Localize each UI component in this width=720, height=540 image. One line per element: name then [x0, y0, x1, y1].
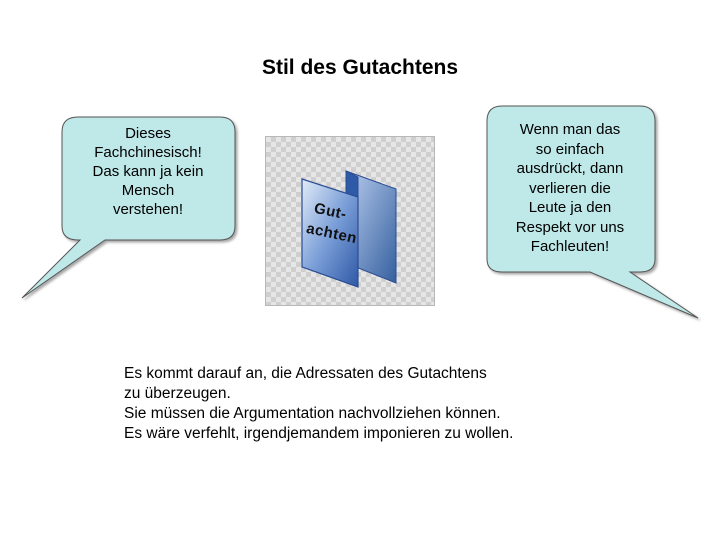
slide-title: Stil des Gutachtens [261, 56, 459, 79]
bubble-left-line: Mensch [121, 182, 175, 199]
body-line: Es wäre verfehlt, irgendjemandem imponieren zu wollen. [124, 425, 514, 442]
speech-bubble-left-text [62, 124, 234, 219]
bubble-right-line: Leute ja den [528, 199, 612, 216]
bubble-right-line: Wenn man das [519, 121, 621, 138]
bubble-right-line: Respekt vor uns [515, 218, 625, 236]
bubble-left-line: Das kann ja kein [92, 163, 204, 180]
document-image-frame [265, 136, 435, 306]
folder-document-icon [266, 137, 434, 305]
bubble-right-line: Fachleuten! [530, 238, 610, 255]
body-line: Es kommt darauf an, die Adressaten des Gutachtens [124, 365, 487, 382]
bubble-right-line: verlieren die [529, 179, 611, 197]
body-line: Sie müssen die Argumentation nachvollziehen können. [124, 405, 501, 422]
bubble-right-line: ausdrückt, dann [516, 160, 624, 177]
bubble-left-line: verstehen! [112, 201, 184, 218]
bubble-left-line: Dieses [125, 125, 171, 142]
speech-bubble-right-text [488, 120, 652, 257]
bubble-left-line: Fachchinesisch! [94, 144, 202, 161]
body-line: zu überzeugen. [124, 385, 231, 402]
bubble-right-line: so einfach [535, 140, 605, 158]
document-label-line1: Gut- [312, 199, 349, 224]
document-label-line2: achten [304, 219, 359, 248]
slide-body-text [124, 364, 644, 444]
